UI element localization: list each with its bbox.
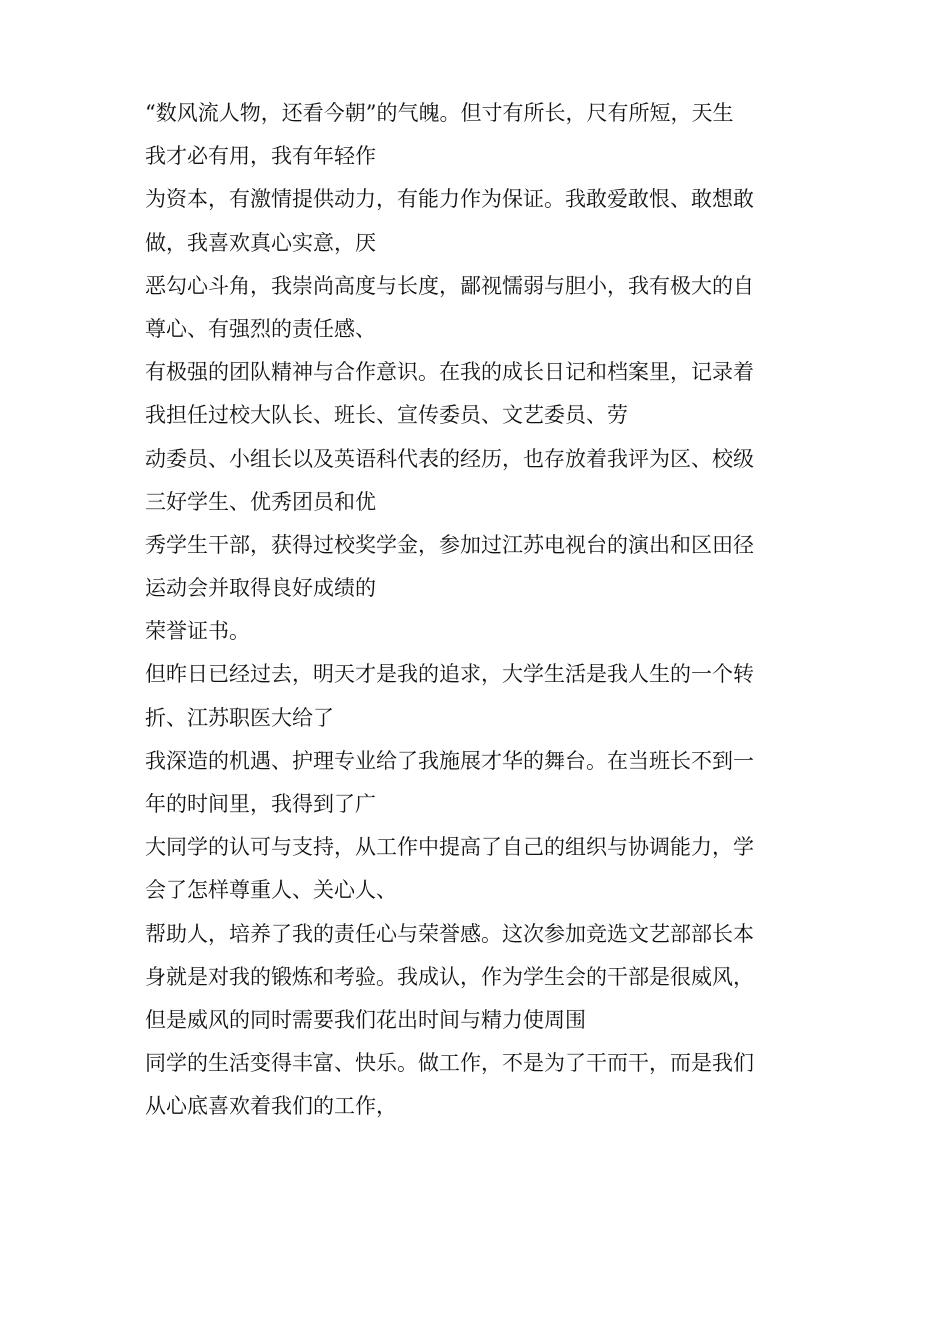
body-text	[145, 92, 805, 1129]
text-line: 动委员、小组长以及英语科代表的经历，也存放着我评为区、校级	[145, 446, 754, 471]
text-line: 我才必有用，我有年轻作	[145, 144, 376, 169]
text-line: “数风流人物，还看今朝”的气魄。但寸有所长，尺有所短，天生	[145, 101, 734, 125]
text-line: 同学的生活变得丰富、快乐。做工作，不是为了干而干，而是我们	[145, 1051, 754, 1076]
text-line: 恶勾心斗角，我崇尚高度与长度，鄙视懦弱与胆小，我有极大的自	[145, 273, 754, 298]
text-line: 年的时间里，我得到了广	[145, 792, 376, 816]
text-line: 为资本，有激情提供动力，有能力作为保证。我敢爱敢恨、敢想敢	[145, 187, 754, 212]
text-line: 但是威风的同时需要我们花出时间与精力使周围	[145, 1007, 586, 1032]
text-line: 我深造的机遇、护理专业给了我施展才华的舞台。在当班长不到一	[145, 748, 754, 773]
text-line: 做，我喜欢真心实意，厌	[145, 230, 376, 255]
text-line: 有极强的团队精神与合作意识。在我的成长日记和档案里，记录着	[145, 360, 754, 385]
text-line: 折、江苏职医大给了	[145, 705, 334, 730]
text-line: 身就是对我的锻炼和考验。我成认，作为学生会的干部是很威风，	[145, 964, 754, 989]
text-line: 我担任过校大队长、班长、宣传委员、文艺委员、劳	[145, 403, 628, 428]
text-line: 运动会并取得良好成绩的	[145, 576, 376, 601]
text-line: 大同学的认可与支持，从工作中提高了自己的组织与协调能力，学	[145, 835, 754, 860]
text-line: 从心底喜欢着我们的工作，	[145, 1094, 397, 1119]
text-line: 荣誉证书。	[145, 619, 250, 644]
text-line: 会了怎样尊重人、关心人、	[145, 878, 397, 903]
text-line: 秀学生干部，获得过校奖学金，参加过江苏电视台的演出和区田径	[145, 532, 754, 557]
text-line: 三好学生、优秀团员和优	[145, 489, 376, 514]
text-line: 尊心、有强烈的责任感、	[145, 316, 376, 341]
text-line: 帮助人，培养了我的责任心与荣誉感。这次参加竞选文艺部部长本	[145, 921, 754, 946]
text-line: 但昨日已经过去，明天才是我的追求，大学生活是我人生的一个转	[145, 662, 754, 687]
